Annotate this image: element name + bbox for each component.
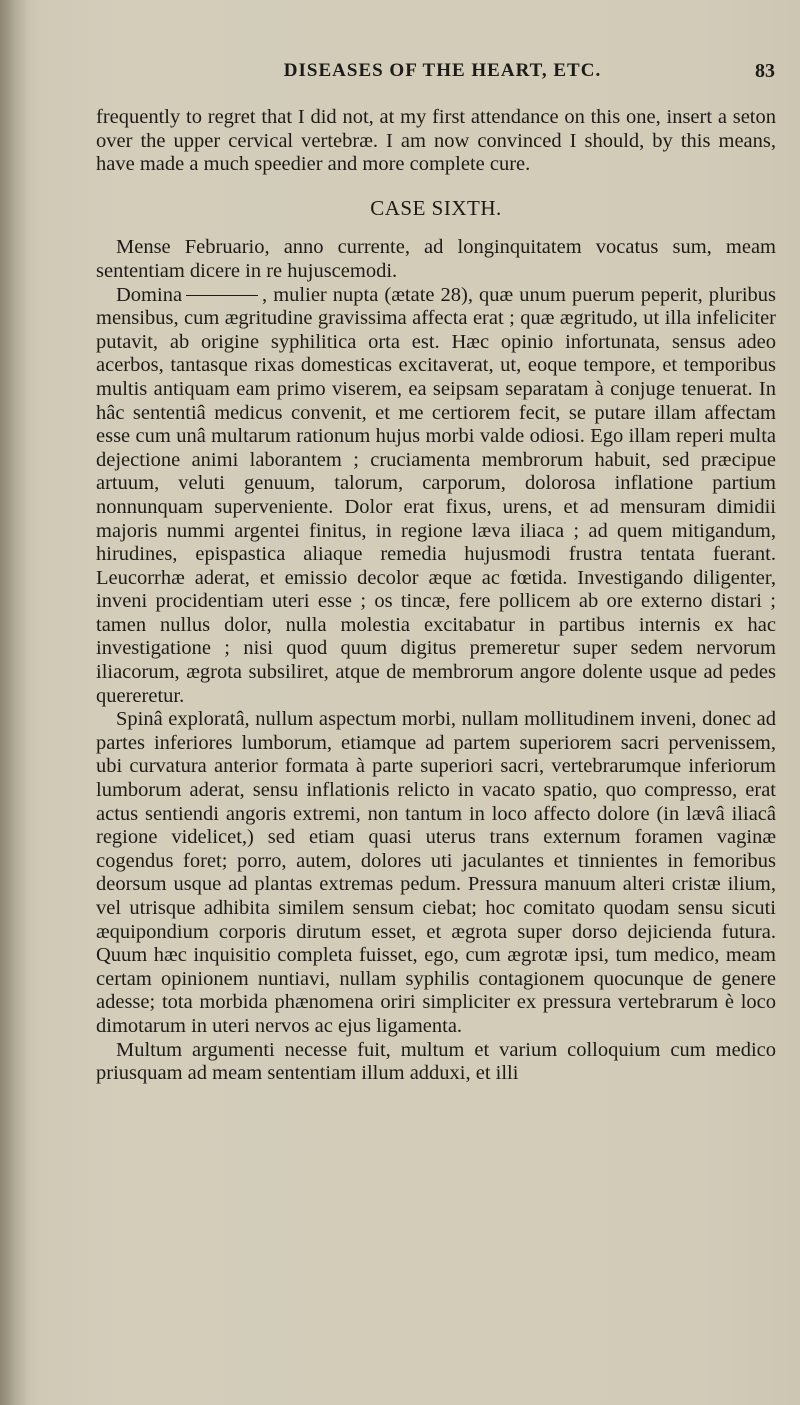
paragraph-1: Mense Februario, anno currente, ad longinquitatem vocatus sum, meam sententiam dicere in re hujuscemodi. — [96, 236, 776, 282]
spine-shadow — [0, 0, 28, 1405]
paragraph-2-rest: , mulier nupta (ætate 28), quæ unum puerum peperit, pluribus mensibus, cum ægritudine gravissima affecta erat ; quæ ægritudo, ut illa infeliciter putavit, ab origine syphilitica orta est. Hæc opinio infortunata, sensus adeo acerbos, tantasque rixas domesticas excitaverat, ut, eoque tempore, et temporibus multis antiquam eam primo viserem, ea seipsam separatam à conjuge tenuerat. In hâc sententiâ medicus convenit, et me certiorem fecit, se putare illam affectam esse cum unâ multarum rationum hujus morbi valde odiosi. Ego illam reperi multa dejectione animi laborantem ; cruciamenta membrorum habuit, sed præcipue artuum, veluti genuum, talorum, carporum, dolorosa inflatione partium nonnunquam superveniente. Dolor erat fixus, urens, et ad mensuram dimidii majoris nummi argentei finitus, in regione læva iliaca ; ad quem mitigandum, hirudines, epispastica aliaque remedia hujusmodi frustra tentata fuerant. Leucorrhæ aderat, et emissio decolor æque ac fœtida. Investigando diligenter, inveni procidentiam uteri esse ; os tincæ, fere pollicem ab ore externo distari ; tamen nullus dolor, nulla molestia excitabatur in partibus internis ex hac investigatione ; nisi quod quum digitus premeretur super sedem nervorum iliacorum, ægrota subsiliret, atque de membrorum angore dolente usque ad pedes quereretur. — [96, 283, 776, 707]
case-heading: CASE SIXTH. — [370, 195, 502, 220]
running-title: DISEASES OF THE HEART, ETC. — [283, 60, 602, 81]
paragraph-4: Multum argumenti necesse fuit, multum et varium colloquium cum medico priusquam ad meam sententiam illum adduxi, et illi — [96, 1038, 776, 1085]
page-number: 83 — [755, 60, 775, 82]
paragraph-2-start: Domina — [116, 283, 183, 306]
running-header — [110, 60, 775, 90]
name-blank-dash — [186, 295, 258, 296]
paragraph-3: Spinâ exploratâ, nullum aspectum morbi, nullam mollitudinem inveni, donec ad partes inferiores lumborum, etiamque ad partem superiorem sacri pervenissem, ubi curvatura anterior formata à parte superiori sacri, vertebrarumque inferiorum lumborum aderat, sensu inflationis relicto in vacato spatio, quo compresso, erat actus sentiendi angoris extremi, non tantum in loco affecto dolore (in lævâ iliacâ regione videlicet,) sed etiam quasi uterus trans externum foramen vaginæ cogendus foret; porro, autem, dolores uti jaculantes et tinnientes in femoribus deorsum usque ad plantas extremas pedum. Pressura manuum alteri cristæ ilium, vel utrisque adhibita similem sensum ciebat; hoc comitato quodam sensu sicuti æquipondium corporis dirutum esset, et ægrota super dorso dejicienda futura. Quum hæc inquisitio completa fuisset, ego, cum ægrotæ ipsi, tum medico, meam certam opinionem nuntiavi, nullam syphilis contagionem quocunque de genere adesse; tota morbida phænomena oriri simpliciter ex pressura vertebrarum è loco dimotarum in uteri nervos ac ejus ligamenta. — [96, 708, 776, 1037]
paragraph-intro: frequently to regret that I did not, at my first attendance on this one, insert a seton over the upper cervical vertebræ. I am now convinced I should, by this means, have made a much speedier and more complete cure. — [96, 106, 776, 176]
paragraph-2 — [96, 284, 776, 709]
body-text — [96, 106, 776, 1086]
